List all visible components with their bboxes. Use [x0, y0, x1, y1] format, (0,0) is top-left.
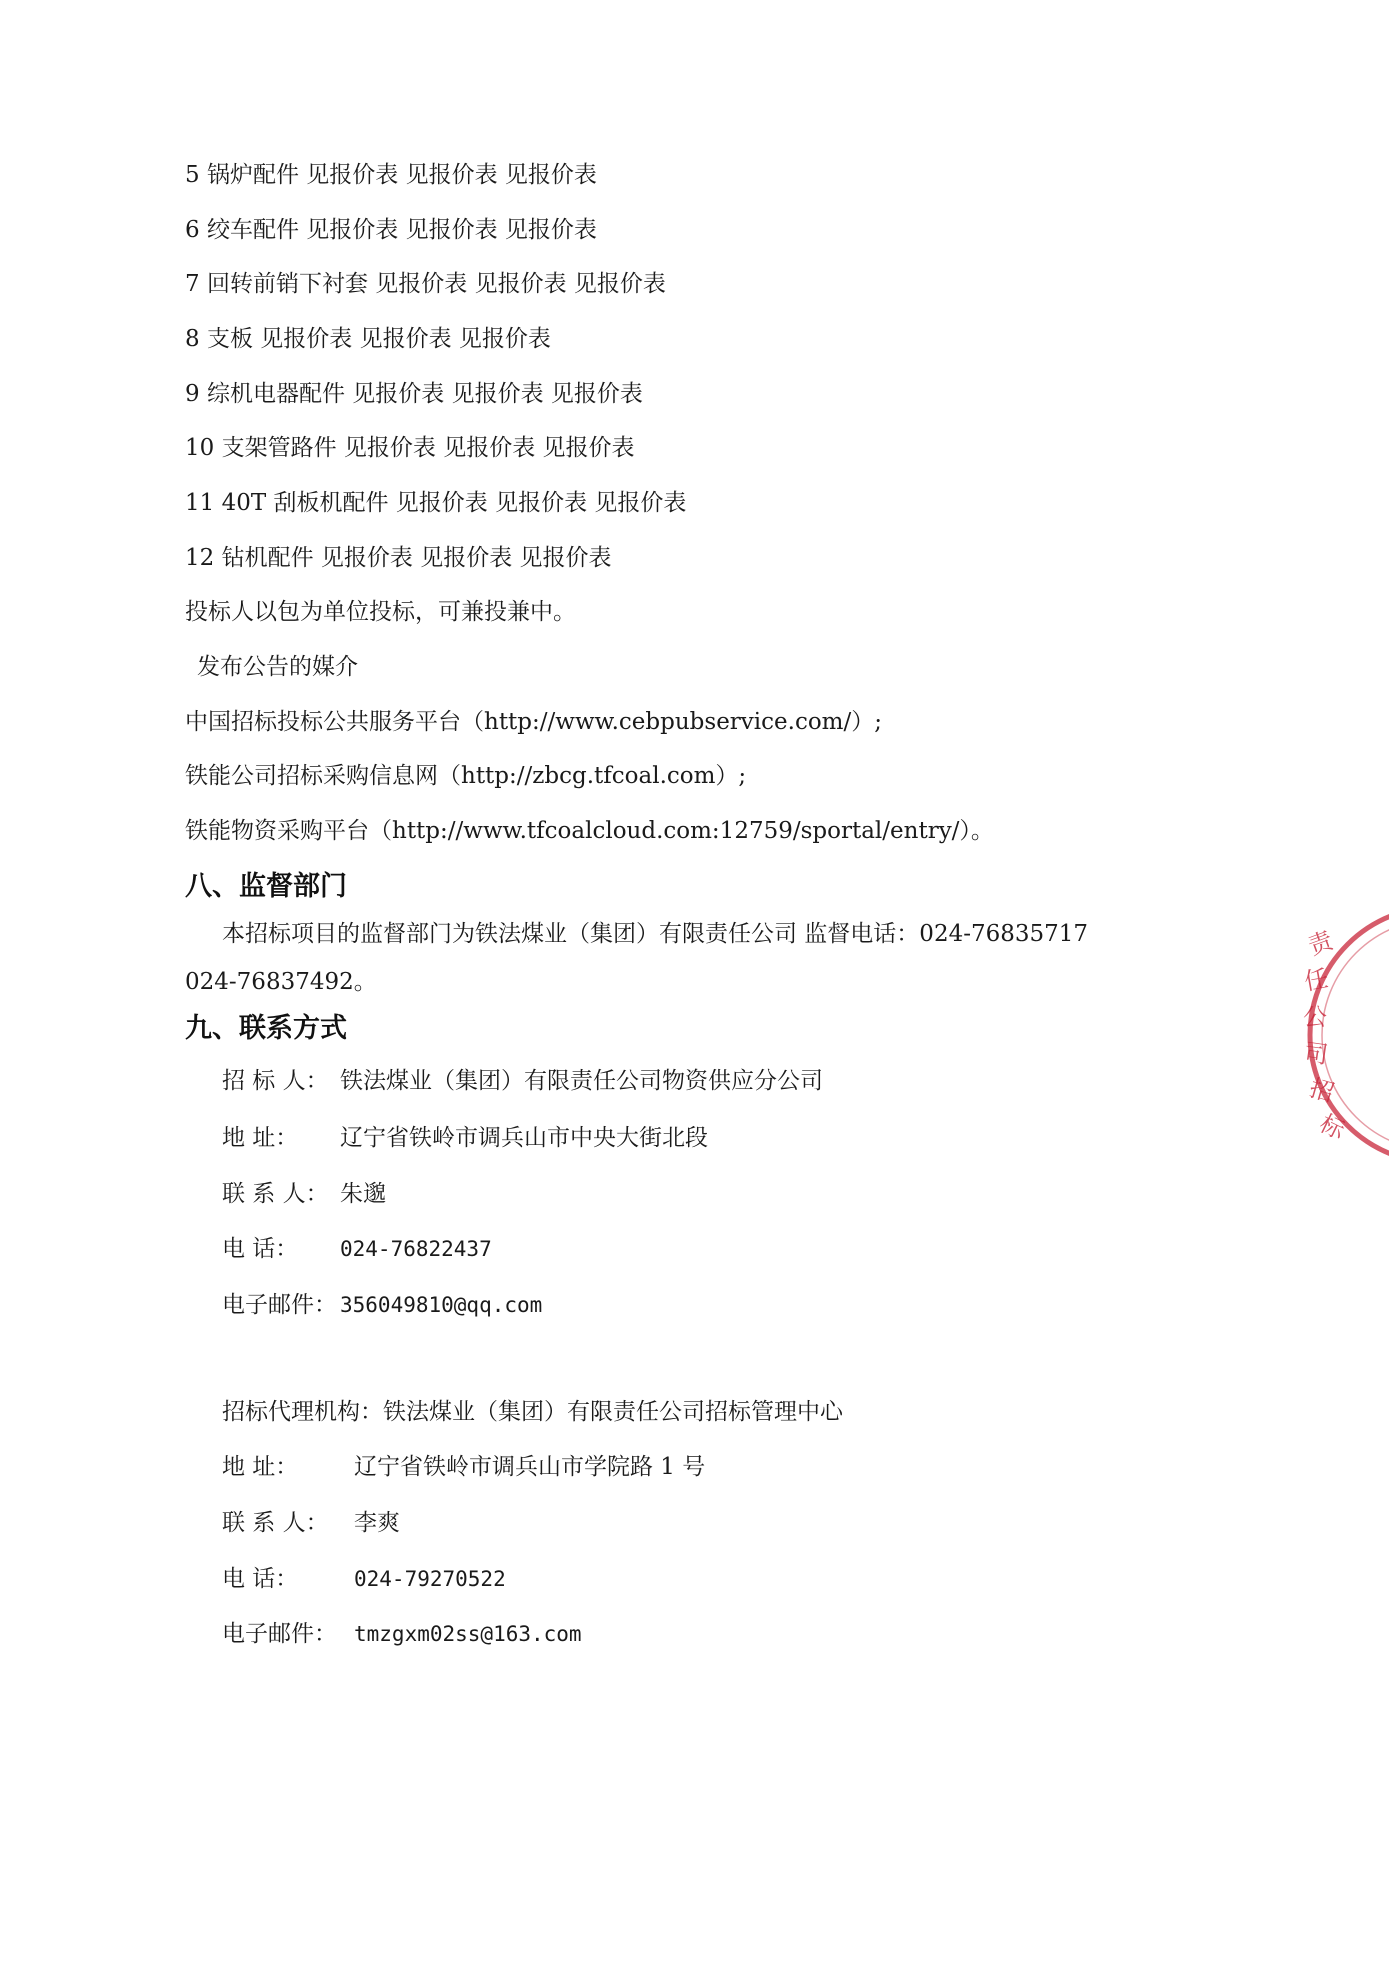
- tenderer-name-row: [222, 1066, 823, 1096]
- item-line: 10 支架管路件 见报价表 见报价表 见报价表: [185, 435, 635, 461]
- field-label: 地 址：: [222, 1125, 299, 1151]
- svg-text:公: 公: [1303, 1003, 1327, 1031]
- item-line: 7 回转前销下衬套 见报价表 见报价表 见报价表: [185, 271, 666, 297]
- item-line: 8 支板 见报价表 见报价表 见报价表: [185, 326, 551, 352]
- agency-email: tmzgxm02ss@163.com: [354, 1622, 582, 1646]
- field-label: 地 址：: [222, 1454, 299, 1480]
- tenderer-person: 朱邈: [340, 1181, 386, 1207]
- contact-heading: 九、联系方式: [185, 1013, 347, 1044]
- item-line: 12 钻机配件 见报价表 见报价表 见报价表: [185, 545, 612, 571]
- item-line: 9 综机电器配件 见报价表 见报价表 见报价表: [185, 381, 643, 407]
- supervision-text-cont: 024-76837492。: [185, 969, 377, 995]
- tenderer-phone: 024-76822437: [340, 1237, 492, 1261]
- field-label: 电子邮件：: [222, 1621, 337, 1647]
- agency-name-row: [222, 1397, 843, 1427]
- supervision-heading: 八、监督部门: [185, 871, 347, 902]
- svg-text:标: 标: [1315, 1109, 1350, 1145]
- field-label: 招标代理机构：: [222, 1399, 383, 1425]
- svg-text:任: 任: [1302, 964, 1331, 996]
- media-line: 中国招标投标公共服务平台（http://www.cebpubservice.com/）;: [185, 709, 882, 735]
- field-label: 联 系 人：: [222, 1510, 329, 1536]
- item-line: 6 绞车配件 见报价表 见报价表 见报价表: [185, 217, 597, 243]
- svg-text:招: 招: [1306, 1073, 1338, 1108]
- agency-phone-row: [222, 1564, 506, 1594]
- agency-person: 李爽: [354, 1510, 400, 1536]
- tenderer-name: 铁法煤业（集团）有限责任公司物资供应分公司: [340, 1068, 823, 1094]
- svg-text:责: 责: [1304, 926, 1337, 961]
- tenderer-email: 356049810@qq.com: [340, 1293, 543, 1317]
- seal-graphic: [1298, 895, 1389, 1175]
- official-seal: [1298, 895, 1389, 1175]
- agency-address: 辽宁省铁岭市调兵山市学院路 1 号: [354, 1454, 706, 1480]
- agency-name: 铁法煤业（集团）有限责任公司招标管理中心: [383, 1399, 843, 1425]
- tenderer-phone-row: [222, 1234, 492, 1264]
- field-label: 招 标 人：: [222, 1068, 329, 1094]
- bid-note: 投标人以包为单位投标，可兼投兼中。: [185, 599, 576, 625]
- agency-phone: 024-79270522: [354, 1567, 506, 1591]
- media-line: 铁能物资采购平台（http://www.tfcoalcloud.com:12759/sportal/entry/）。: [185, 818, 994, 844]
- svg-text:司: 司: [1302, 1038, 1330, 1070]
- agency-email-row: [222, 1619, 582, 1649]
- agency-person-row: [222, 1508, 400, 1538]
- field-label: 电子邮件：: [222, 1292, 337, 1318]
- tenderer-address: 辽宁省铁岭市调兵山市中央大街北段: [340, 1125, 708, 1151]
- item-line: 5 锅炉配件 见报价表 见报价表 见报价表: [185, 162, 597, 188]
- field-label: 联 系 人：: [222, 1181, 329, 1207]
- field-label: 电 话：: [222, 1236, 299, 1262]
- tenderer-email-row: [222, 1290, 542, 1320]
- supervision-text: 本招标项目的监督部门为铁法煤业（集团）有限责任公司 监督电话：024-76835717: [222, 921, 1089, 947]
- media-line: 铁能公司招标采购信息网（http://zbcg.tfcoal.com）;: [185, 763, 747, 789]
- media-title: 发布公告的媒介: [197, 654, 358, 680]
- tenderer-person-row: [222, 1179, 386, 1209]
- item-line: 11 40T 刮板机配件 见报价表 见报价表 见报价表: [185, 490, 687, 516]
- field-label: 电 话：: [222, 1566, 299, 1592]
- agency-address-row: [222, 1452, 705, 1482]
- tenderer-address-row: [222, 1123, 708, 1153]
